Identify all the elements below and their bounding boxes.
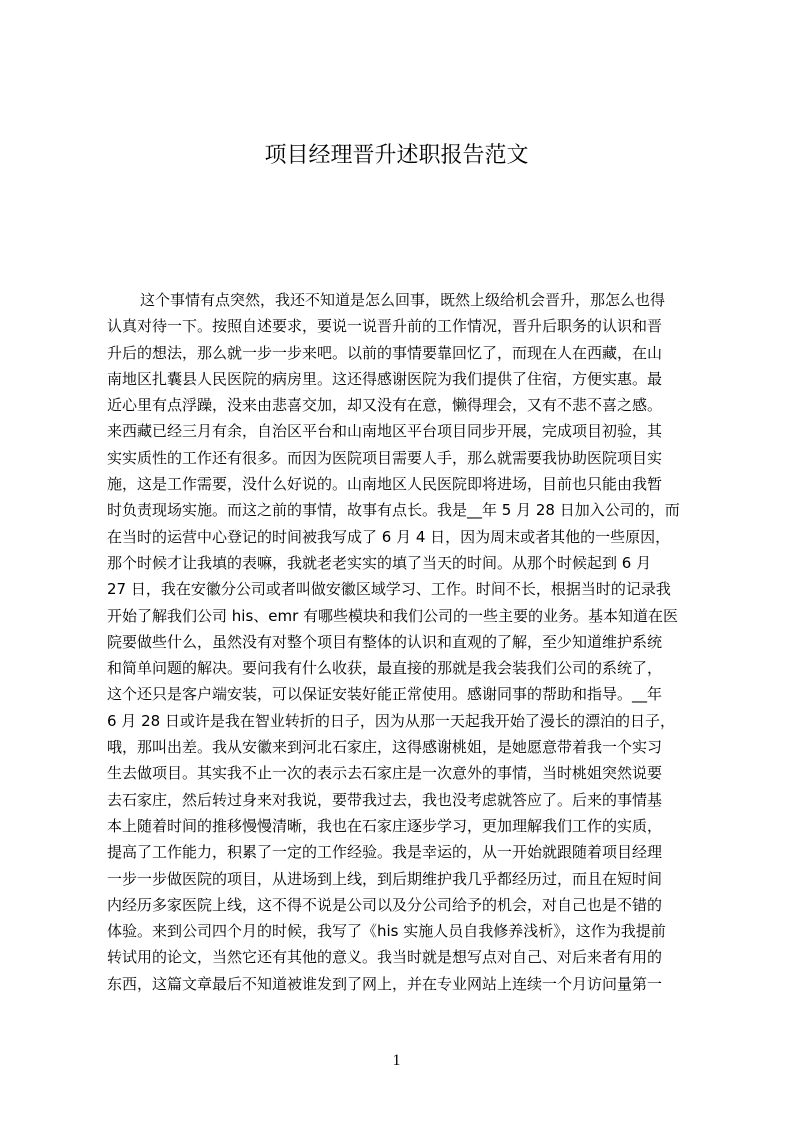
text-line: 提高了工作能力，积累了一定的工作经验。我是幸运的，从一开始就跟随着项目经理 [107, 843, 663, 862]
page-number: 1 [392, 1052, 401, 1069]
text-line: 施，这是工作需要，没什么好说的。山南地区人民医院即将进场，目前也只能由我暂 [107, 475, 663, 494]
text-line: 哦，那叫出差。我从安徽来到河北石家庄，这得感谢桃姐，是她愿意带着我一个实习 [107, 738, 663, 757]
text-line: 6 月 28 日或许是我在智业转折的日子，因为从那一天起我开始了漫长的漂泊的日子， [107, 711, 675, 730]
text-line: 转试用的论文，当然它还有其他的意义。我当时就是想写点对自己、对后来者有用的 [107, 948, 663, 967]
text-line: 时负责现场实施。而这之前的事情，故事有点长。我是__年 5 月 28 日加入公司的，而 [107, 501, 680, 520]
text-line: 开始了解我们公司 his、emr 有哪些模块和我们公司的一些主要的业务。基本知道在医 [107, 606, 679, 625]
document-body [107, 287, 699, 997]
text-line: 和简单问题的解决。要问我有什么收获，最直接的那就是我会装我们公司的系统了， [107, 659, 663, 678]
text-line: 27 日，我在安徽分公司或者叫做安徽区域学习、工作。时间不长，根据当时的记录我 [107, 580, 671, 599]
text-line: 这个还只是客户端安装，可以保证安装好能正常使用。感谢同事的帮助和指导。__年 [107, 685, 663, 704]
text-line: 生去做项目。其实我不止一次的表示去石家庄是一次意外的事情，当时桃姐突然说要 [107, 764, 663, 783]
text-line: 在当时的运营中心登记的时间被我写成了 6 月 4 日，因为周末或者其他的一些原因， [107, 527, 671, 546]
text-line: 一步一步做医院的项目，从进场到上线，到后期维护我几乎都经历过，而且在短时间 [107, 869, 663, 888]
text-line: 内经历多家医院上线，这不得不说是公司以及分公司给予的机会，对自己也是不错的 [107, 895, 663, 914]
text-line: 升后的想法，那么就一步一步来吧。以前的事情要靠回忆了，而现在人在西藏，在山 [107, 343, 663, 362]
text-line: 东西，这篇文章最后不知道被谁发到了网上，并在专业网站上连续一个月访问量第一 [107, 974, 663, 993]
text-line: 去石家庄，然后转过身来对我说，要带我过去，我也没考虑就答应了。后来的事情基 [107, 790, 663, 809]
text-line: 本上随着时间的推移慢慢清晰，我也在石家庄逐步学习，更加理解我们工作的实质， [107, 816, 663, 835]
text-line: 来西藏已经三月有余，自治区平台和山南地区平台项目同步开展，完成项目初验，其 [107, 422, 663, 441]
document-title: 项目经理晋升述职报告范文 [264, 143, 529, 168]
text-line: 认真对待一下。按照自述要求，要说一说晋升前的工作情况，晋升后职务的认识和晋 [107, 317, 663, 336]
text-line: 那个时候才让我填的表嘛，我就老老实实的填了当天的时间。从那个时候起到 6 月 [107, 553, 652, 572]
text-line: 南地区扎囊县人民医院的病房里。这还得感谢医院为我们提供了住宿，方便实惠。最 [107, 369, 663, 388]
text-line: 体验。来到公司四个月的时候，我写了《his 实施人员自我修养浅析》，这作为我提前 [107, 922, 666, 941]
text-line: 这个事情有点突然，我还不知道是怎么回事，既然上级给机会晋升，那怎么也得 [140, 291, 666, 309]
text-line: 实实质性的工作还有很多。而因为医院项目需要人手，那么就需要我协助医院项目实 [107, 448, 663, 467]
text-line: 院要做些什么，虽然没有对整个项目有整体的认识和直观的了解，至少知道维护系统 [107, 632, 663, 651]
text-line: 近心里有点浮躁，没来由悲喜交加，却又没有在意，懒得理会，又有不悲不喜之感。 [107, 396, 663, 415]
